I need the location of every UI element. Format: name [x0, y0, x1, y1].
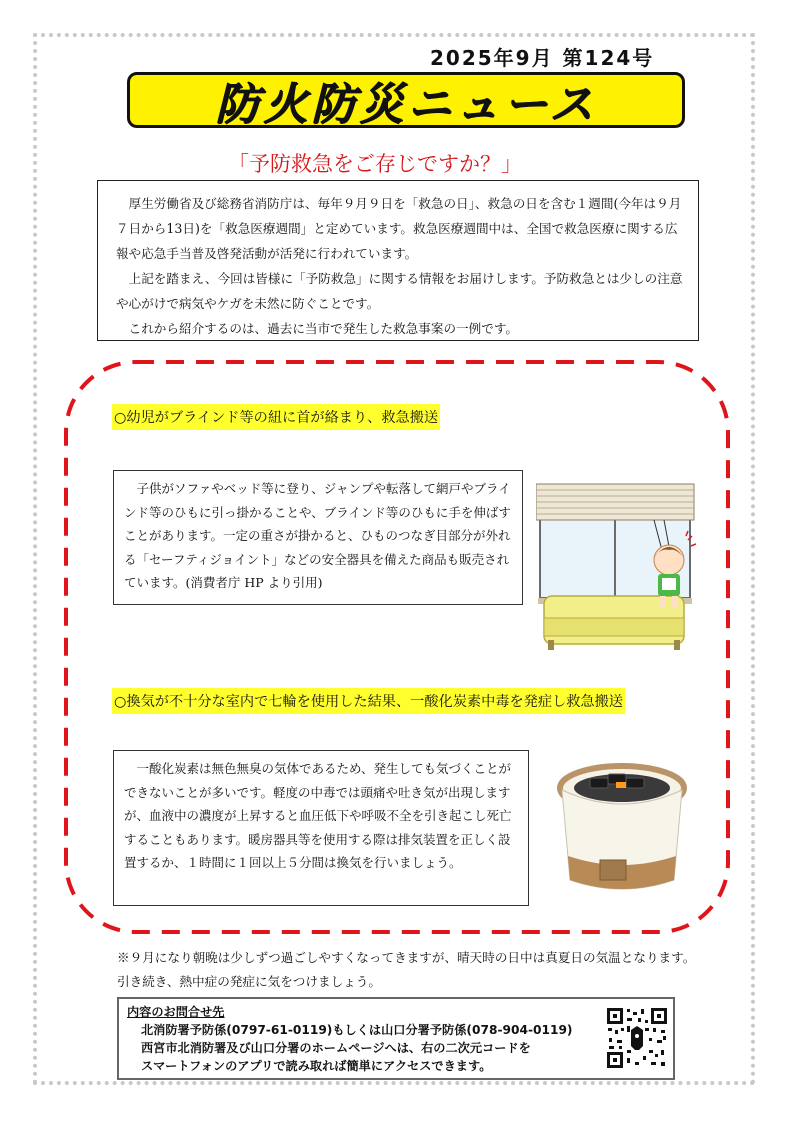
- contact-qr-instruction: スマートフォンのアプリで読み取れば簡単にアクセスできます。: [141, 1059, 492, 1073]
- heatstroke-note: ※９月になり朝晩は少しずつ過ごしやすくなってきますが、晴天時の日中は真夏日の気温となります。引き続き、熱中症の発症に気をつけましょう。: [117, 950, 696, 989]
- intro-paragraph-3: これから紹介するのは、過去に当市で発生した救急事案の一例です。: [128, 321, 518, 336]
- shichirin-grill-illustration: [556, 760, 688, 900]
- newsletter-title: 防火防災ニュース: [215, 79, 597, 130]
- case2-heading: ○換気が不十分な室内で七輪を使用した結果、一酸化炭素中毒を発症し救急搬送: [112, 688, 625, 714]
- intro-paragraph-2: 上記を踏まえ、今回は皆様に「予防救急」に関する情報をお届けします。予防救急とは少しの注意や心がけで病気やケガを未然に防ぐことです。: [116, 271, 683, 311]
- case1-body: 子供がソファやベッド等に登り、ジャンプや転落して網戸やブラインド等のひもに引っ掛かることや、ブラインド等のひもに手を伸ばすことがあります。一定の重さが掛かると、ひものつなぎ目部分が外れる「セーフティジョイント」などの安全器具を備えた商品も販売されています。(消費者庁 HP より引用): [124, 481, 511, 590]
- case2-body-box: [113, 750, 529, 906]
- contact-phone-line: 北消防署予防係(0797-61-0119)もしくは山口分署予防係(078-904-0119): [141, 1023, 573, 1037]
- issue-number: 2025年9月 第124号: [430, 46, 655, 70]
- qr-code-icon[interactable]: [605, 1006, 669, 1070]
- contact-homepage-line: 西宮市北消防署及び山口分署のホームページへは、右の二次元コードを: [141, 1041, 531, 1055]
- case1-body-box: [113, 470, 523, 605]
- contact-heading: 内容のお問合せ先: [127, 1005, 225, 1019]
- article-subtitle: 「予防救急をご存じですか？」: [228, 152, 522, 176]
- contact-box: [117, 997, 675, 1080]
- case2-body: 一酸化炭素は無色無臭の気体であるため、発生しても気づくことができないことが多いです。軽度の中毒では頭痛や吐き気が出現しますが、血液中の濃度が上昇すると血圧低下や呼吸不全を引き起こし死亡することもあります。暖房器具等を使用する際は排気装置を正しく設置するか、１時間に１回以上５分間は換気を行いましょう。: [124, 761, 512, 870]
- case1-heading: ○幼児がブラインド等の紐に首が絡まり、救急搬送: [112, 404, 440, 430]
- intro-paragraph-1: 厚生労働省及び総務省消防庁は、毎年９月９日を「救急の日」、救急の日を含む１週間(今年は９月７日から13日)を「救急医療週間」と定めています。救急医療週間中は、全国で救急医療に関する広報や応急手当普及啓発活動が活発に行われています。: [116, 196, 682, 261]
- window-blind-child-illustration: [536, 478, 696, 653]
